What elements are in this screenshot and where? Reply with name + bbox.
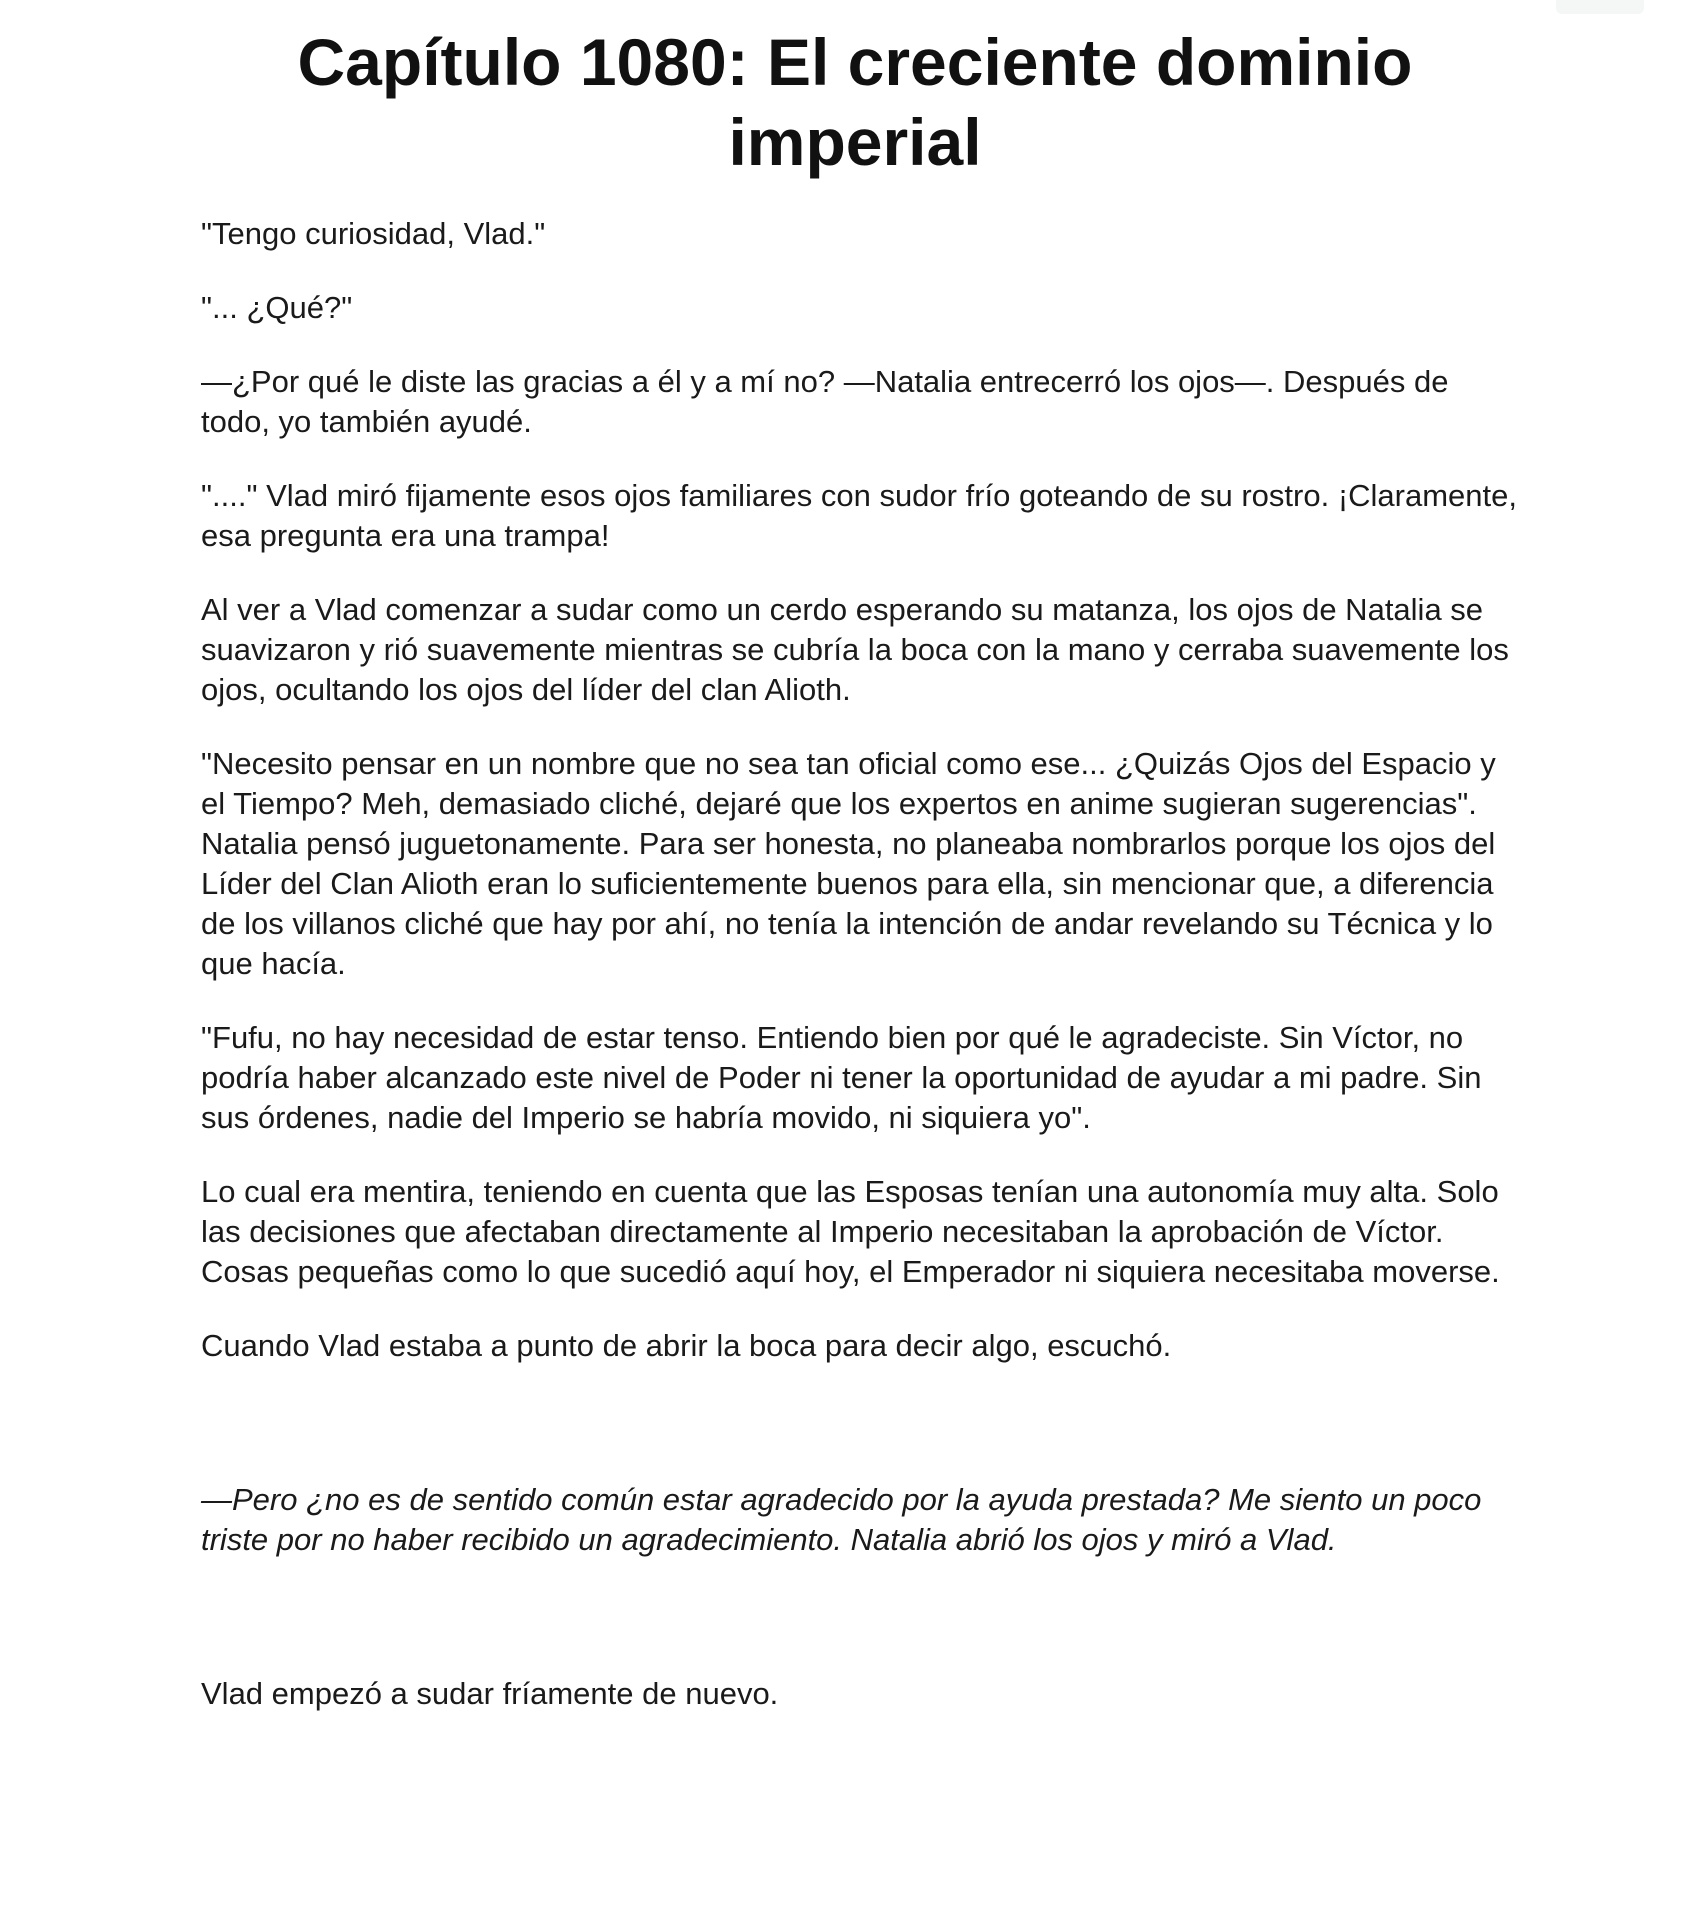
paragraph: Lo cual era mentira, teniendo en cuenta que las Esposas tenían una autonomía muy alta. Solo las decisiones que afectaban directamente al Imperio necesitaban la aprobación de Víctor. Cosas pequeñas como lo que sucedió aquí hoy, el Emperador ni siquiera necesitaba moverse. — [201, 1174, 1500, 1289]
chapter-body — [201, 214, 1521, 1714]
paragraph: "Tengo curiosidad, Vlad." — [201, 216, 546, 251]
chapter-title: Capítulo 1080: El creciente dominio imperial — [297, 25, 1413, 179]
corner-mark — [1556, 0, 1644, 14]
paragraph-italic: —Pero ¿no es de sentido común estar agradecido por la ayuda prestada? Me siento un poco triste por no haber recibido un agradecimiento. Natalia abrió los ojos y miró a Vlad. — [201, 1482, 1482, 1557]
paragraph: "... ¿Qué?" — [201, 290, 353, 325]
paragraph: "...." Vlad miró fijamente esos ojos familiares con sudor frío goteando de su rostro. ¡Claramente, esa pregunta era una trampa! — [201, 478, 1518, 553]
paragraph: Vlad empezó a sudar fríamente de nuevo. — [201, 1676, 779, 1711]
paragraph: Cuando Vlad estaba a punto de abrir la boca para decir algo, escuchó. — [201, 1328, 1172, 1363]
paragraph: "Necesito pensar en un nombre que no sea tan oficial como ese... ¿Quizás Ojos del Espacio y el Tiempo? Meh, demasiado cliché, dejaré que los expertos en anime sugieran sugerencias". Natalia pensó juguetonamente. Para ser honesta, no planeaba nombrarlos porque los ojos del Líder del Clan Alioth eran lo suficientemente buenos para ella, sin mencionar que, a diferencia de los villanos cliché que hay por ahí, no tenía la intención de andar revelando su Técnica y lo que hacía. — [201, 746, 1496, 981]
paragraph: —¿Por qué le diste las gracias a él y a mí no? —Natalia entrecerró los ojos—. Después de todo, yo también ayudé. — [201, 364, 1449, 439]
paragraph: Al ver a Vlad comenzar a sudar como un cerdo esperando su matanza, los ojos de Natalia se suavizaron y rió suavemente mientras se cubría la boca con la mano y cerraba suavemente los ojos, ocultando los ojos del líder del clan Alioth. — [201, 592, 1509, 707]
paragraph: "Fufu, no hay necesidad de estar tenso. Entiendo bien por qué le agradeciste. Sin Víctor, no podría haber alcanzado este nivel de Poder ni tener la oportunidad de ayudar a mi padre. Sin sus órdenes, nadie del Imperio se habría movido, ni siquiera yo". — [201, 1020, 1482, 1135]
